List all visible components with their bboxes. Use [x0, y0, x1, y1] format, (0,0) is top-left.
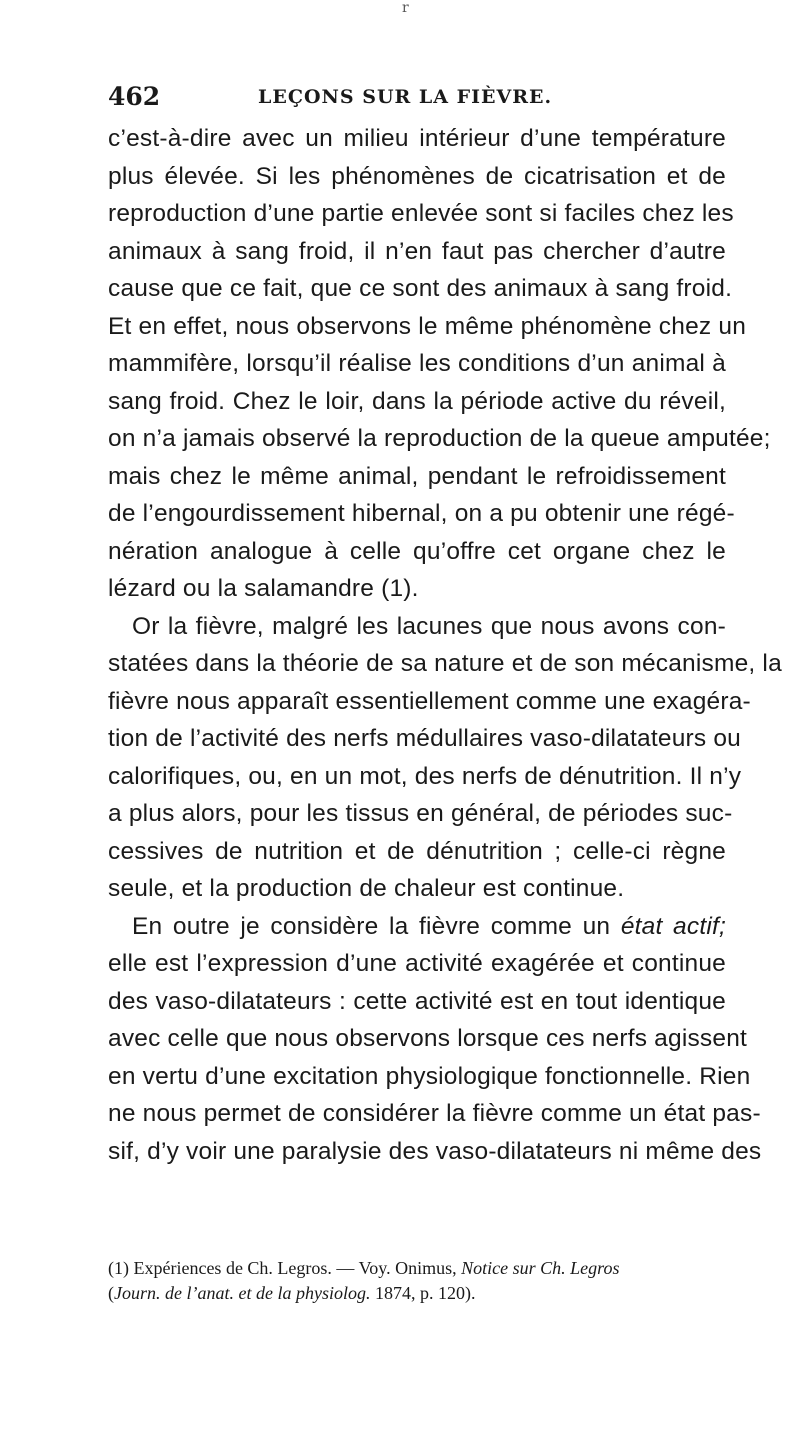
text-line: en vertu d’une excitation physiologique fonctionnelle. Rien — [108, 1062, 751, 1090]
text-line: tion de l’activité des nerfs médullaires vaso-dilatateurs ou — [108, 725, 741, 752]
text-line: on n’a jamais observé la reproduction de la queue amputée; — [108, 425, 771, 452]
text-line: a plus alors, pour les tissus en général, de périodes suc- — [108, 800, 733, 827]
text-line: c’est-à-dire avec un milieu intérieur d’une température — [108, 125, 726, 152]
text-line: statées dans la théorie de sa nature et de son mécanisme, la — [108, 650, 782, 677]
text-line: ne nous permet de considérer la fièvre comme un état pas- — [108, 1100, 761, 1127]
text-line-with-italic — [108, 908, 726, 946]
text-line: des vaso-dilatateurs : cette activité est en tout identique — [108, 987, 726, 1015]
running-title: LEÇONS SUR LA FIÈVRE. — [258, 86, 553, 108]
text-line: plus élevée. Si les phénomènes de cicatrisation et de — [108, 162, 726, 190]
text-line: elle est l’expression d’une activité exagérée et continue — [108, 950, 726, 977]
footnote-text: (1) Expériences de Ch. Legros. — Voy. Onimus, — [108, 1258, 462, 1278]
text-line: animaux à sang froid, il n’en faut pas chercher d’autre — [108, 237, 726, 265]
footnote-text: ( — [108, 1283, 114, 1303]
page-number: 462 — [108, 82, 161, 111]
page-header — [108, 82, 708, 112]
text-line: cessives de nutrition et de dénutrition ; celle-ci règne — [108, 837, 726, 865]
footnote-italic: Notice sur Ch. Legros — [461, 1258, 620, 1278]
text-line: avec celle que nous observons lorsque ces nerfs agissent — [108, 1025, 748, 1052]
body-text — [108, 120, 782, 1170]
footnote — [108, 1256, 726, 1306]
top-mark: r — [402, 0, 409, 16]
text-line: Et en effet, nous observons le même phénomène chez un — [108, 312, 747, 340]
footnote-line — [108, 1281, 726, 1306]
footnote-line — [108, 1256, 726, 1281]
text-line: lézard ou la salamandre (1). — [108, 575, 419, 602]
text-line: reproduction d’une partie enlevée sont si faciles chez les — [108, 200, 734, 227]
text-line: sif, d’y voir une paralysie des vaso-dilatateurs ni même des — [108, 1137, 762, 1165]
text-line: Or la fièvre, malgré les lacunes que nous avons con- — [132, 612, 726, 640]
text-line: de l’engourdissement hibernal, on a pu obtenir une régé- — [108, 500, 735, 527]
footnote-italic: Journ. de l’anat. et de la physiolog. — [114, 1283, 371, 1303]
text-line: nération analogue à celle qu’offre cet organe chez le — [108, 537, 726, 565]
text-line: mais chez le même animal, pendant le refroidissement — [108, 462, 726, 490]
text-line: seule, et la production de chaleur est continue. — [108, 875, 625, 902]
text-line: mammifère, lorsqu’il réalise les conditions d’un animal à — [108, 350, 726, 377]
footnote-text: 1874, p. 120). — [370, 1283, 476, 1303]
text-line: sang froid. Chez le loir, dans la période active du réveil, — [108, 387, 726, 415]
italic-phrase: état actif; — [620, 912, 726, 940]
text-run: En outre je considère la fièvre comme un — [132, 912, 621, 940]
text-line: fièvre nous apparaît essentiellement comme une exagéra- — [108, 687, 751, 715]
text-line: cause que ce fait, que ce sont des animaux à sang froid. — [108, 275, 733, 302]
text-line: calorifiques, ou, en un mot, des nerfs de dénutrition. Il n’y — [108, 762, 742, 790]
